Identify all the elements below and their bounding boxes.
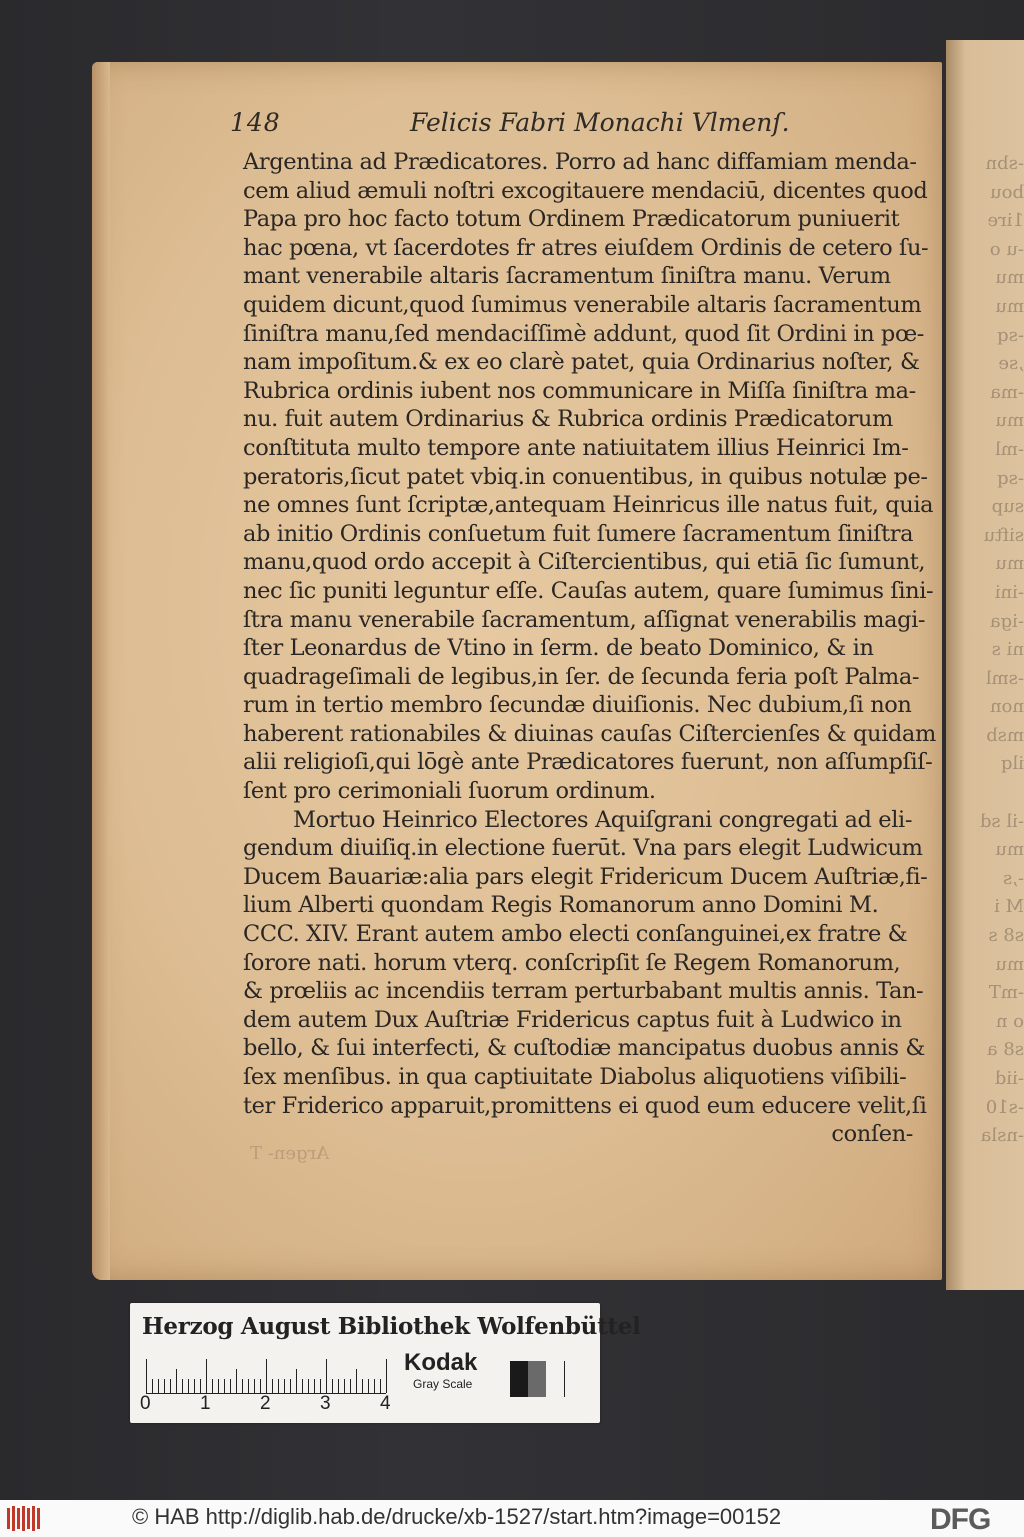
main-text-block	[243, 148, 936, 1149]
facing-page-line: mu	[995, 553, 1024, 575]
ruler-tick	[266, 1359, 267, 1393]
footer-bar	[0, 1500, 1024, 1537]
ruler-tick	[380, 1379, 381, 1393]
ruler-tick	[368, 1379, 369, 1393]
ruler-number: 1	[200, 1393, 211, 1414]
ruler-tick	[314, 1379, 315, 1393]
facing-page-line: msb	[986, 724, 1024, 746]
library-name: Herzog August Bibliothek Wolfenbüttel	[142, 1313, 641, 1340]
facing-page-line: -s10	[985, 1096, 1024, 1118]
facing-page-line	[960, 779, 1024, 808]
gray-swatch	[510, 1361, 528, 1397]
text-line: Mortuo Heinrico Electores Aquiſgrani congregati ad eli-	[293, 806, 913, 833]
text-line: cem aliud æmuli noſtri excogitauere mendaciū, dicentes quod	[243, 177, 928, 204]
facing-page-line: mu	[995, 953, 1024, 975]
facing-page-line: ilq	[1000, 753, 1024, 775]
ruler-tick	[176, 1369, 177, 1393]
ruler-tick	[338, 1379, 339, 1393]
text-line: lium Alberti quondam Regis Romanorum anno Domini M.	[243, 892, 879, 919]
ruler-tick	[344, 1379, 345, 1393]
facing-page-line: s8 a	[986, 1039, 1024, 1061]
ruler-tick	[194, 1379, 195, 1393]
text-line: ſiniſtra manu,ſed mendaciſſimè addunt, quod ſit Ordini in pœ-	[243, 320, 924, 347]
facing-page-line: -ma	[990, 381, 1024, 403]
ruler-tick	[320, 1379, 321, 1393]
running-title: Felicis Fabri Monachi Vlmenſ.	[410, 108, 790, 137]
ruler-tick	[374, 1379, 375, 1393]
text-line: Rubrica ordinis iubent nos communicare in Miſſa ſiniſtra ma-	[243, 377, 916, 404]
ruler-number: 3	[320, 1393, 331, 1414]
page-number: 148	[230, 108, 281, 137]
ruler-tick	[206, 1359, 207, 1393]
facing-page-line: ,se	[998, 353, 1024, 375]
page-header	[230, 108, 920, 148]
text-line: ſtra manu venerabile ſacramentum, aſſignat venerabilis magi-	[243, 606, 926, 633]
facing-page-line: -,s	[1002, 867, 1024, 889]
ruler-tick	[260, 1379, 261, 1393]
facing-page-line: -ml	[995, 438, 1024, 460]
ruler-tick	[212, 1379, 213, 1393]
text-line: quidem dicunt,quod ſumimus venerabile altaris ſacramentum	[243, 291, 922, 318]
facing-page-line: -sq	[997, 324, 1024, 346]
text-line: ab initio Ordinis conſuetum fuit ſumere ſacramentum ſiniſtra	[243, 520, 914, 547]
ruler-number: 0	[140, 1393, 151, 1414]
text-line: hac pœna, vt ſacerdotes fr atres eiuſdem Ordinis de cetero ſu-	[243, 234, 929, 261]
calibration-card	[130, 1303, 641, 1423]
ruler-tick	[326, 1359, 327, 1393]
ruler-number: 4	[380, 1393, 391, 1414]
ruler-tick	[356, 1369, 357, 1393]
ruler-tick	[182, 1379, 183, 1393]
facing-page-line: mu	[995, 410, 1024, 432]
ruler-tick	[152, 1379, 153, 1393]
text-line: ter Friderico apparuit,promittens ei quod eum educere velit,ſi	[243, 1092, 927, 1119]
ruler-tick	[200, 1379, 201, 1393]
dfg-logo: DFG	[930, 1503, 991, 1536]
ruler-number: 2	[260, 1393, 271, 1414]
text-line: ſent pro cerimoniali ſuorum ordinum.	[243, 778, 656, 805]
facing-page-line: -il sd	[979, 810, 1024, 832]
ruler-tick	[242, 1379, 243, 1393]
gray-swatches	[510, 1361, 570, 1397]
facing-page-line: -nsla	[980, 1125, 1024, 1147]
text-line: nam impoſitum.& ex eo clarè patet, quia Ordinarius noſter, &	[243, 349, 920, 376]
bleed-through-text: Argen- T	[250, 1143, 330, 1164]
ruler-tick	[230, 1379, 231, 1393]
facing-page-line: -mT	[988, 982, 1024, 1004]
ruler-tick	[296, 1369, 297, 1393]
text-line: peratoris,ſicut patet vbiq.in conuentibus, in quibus notulæ pe-	[243, 463, 928, 490]
ruler-tick	[218, 1379, 219, 1393]
ruler-tick	[386, 1359, 387, 1393]
page-edge	[92, 62, 110, 1280]
ruler-tick	[290, 1379, 291, 1393]
facing-page-line: ni s	[991, 639, 1024, 661]
facing-page-line: o n	[995, 1010, 1024, 1032]
text-line: gendum diuiſiq.in electione fuerūt. Vna pars elegit Ludwicum	[243, 835, 923, 862]
text-line: Argentina ad Prædicatores. Porro ad hanc diffamiam menda-	[243, 149, 917, 175]
text-line: haberent rationabiles & diuinas cauſas Ciſtercienſes & quidam	[243, 720, 936, 747]
text-line: Ducem Bauariæ:alia pars elegit Fridericum Ducem Auſtriæ,fi-	[243, 863, 928, 890]
text-line: rum in tertio membro ſecundæ diuiſionis. Nec dubium,ſi non	[243, 692, 912, 719]
ruler-tick	[332, 1379, 333, 1393]
text-line: ſex menſibus. in qua captiuitate Diabolus aliquotiens viſibili-	[243, 1064, 907, 1090]
text-line: dem autem Dux Auſtriæ Fridericus captus fuit à Ludwico in	[243, 1006, 902, 1033]
ruler-scale	[146, 1359, 386, 1394]
ruler-tick	[164, 1379, 165, 1393]
text-line: nec ſic puniti leguntur eſſe. Cauſas autem, quare ſumimus ſini-	[243, 577, 934, 604]
text-line: CCC. XIV. Erant autem ambo electi conſanguinei,ex fratre &	[243, 921, 908, 948]
ruler-tick	[158, 1379, 159, 1393]
source-url: © HAB http://diglib.hab.de/drucke/xb-1527/start.htm?image=00152	[132, 1504, 782, 1529]
facing-page-line: non	[989, 696, 1024, 718]
ruler-tick	[302, 1379, 303, 1393]
facing-page-line: siftu	[983, 524, 1024, 546]
text-line: ne omnes ſunt ſcriptæ,antequam Heinricus ille natus fuit, quia	[243, 492, 934, 519]
facing-page-line: -sml	[985, 667, 1024, 689]
text-line: manu,quod ordo accepit à Ciſtercientibus, qui etiā ſic ſumunt,	[243, 549, 926, 576]
kodak-logo: Kodak	[404, 1349, 478, 1376]
ruler-tick	[170, 1379, 171, 1393]
facing-page-line: -iga	[989, 610, 1024, 632]
facing-page-text	[960, 150, 1024, 1151]
facing-page-line: s8 s	[988, 925, 1024, 947]
ruler-numbers	[140, 1393, 400, 1415]
ruler-tick	[308, 1379, 309, 1393]
ruler-tick	[362, 1379, 363, 1393]
hab-logo-icon	[6, 1505, 44, 1532]
text-line: Papa pro hoc facto totum Ordinem Prædicatorum puniuerit	[243, 206, 900, 233]
facing-page-line: -iid	[994, 1068, 1024, 1089]
text-line: mant venerabile altaris ſacramentum ſiniſtra manu. Verum	[243, 263, 891, 290]
text-line: ſter Leonardus de Vtino in ſerm. de beato Dominico, & in	[243, 635, 874, 662]
text-line: nu. fuit autem Ordinarius & Rubrica ordinis Prædicatorum	[243, 406, 893, 433]
gray-swatch	[528, 1361, 546, 1397]
facing-page-line: -sbn	[985, 153, 1024, 174]
ruler-tick	[224, 1379, 225, 1393]
facing-page-line: -u o	[989, 238, 1024, 260]
ruler-tick	[146, 1359, 147, 1393]
text-line: quadrageſimali de legibus,in ſer. de ſecunda feria poſt Palma-	[243, 663, 920, 690]
ruler-tick	[284, 1379, 285, 1393]
catchword: conſen-	[831, 1121, 913, 1148]
ruler-tick	[350, 1379, 351, 1393]
ruler-tick	[236, 1369, 237, 1393]
facing-page-line: M i	[994, 896, 1024, 918]
ruler-tick	[254, 1379, 255, 1393]
text-line: bello, & ſui interfecti, & cuſtodiæ mancipatus duobus annis &	[243, 1035, 926, 1062]
ruler-tick	[188, 1379, 189, 1393]
facing-page-line: -sq	[997, 467, 1024, 489]
text-line: conſtituta multo tempore ante natiuitatem illius Heinrici Im-	[243, 434, 909, 461]
facing-page-line: mu	[995, 839, 1024, 861]
gray-swatch	[546, 1361, 565, 1397]
facing-page-line: 1ire	[987, 210, 1024, 232]
facing-page-line: mu	[995, 295, 1024, 317]
facing-page-line: bou	[990, 181, 1024, 203]
text-line: alii religioſi,qui lōgè ante Prædicatores fuerunt, non aſſumpſiſ-	[243, 749, 933, 776]
ruler-tick	[278, 1379, 279, 1393]
text-line: & prœliis ac incendiis terram perturbabant multis annis. Tan-	[243, 978, 924, 1005]
ruler-tick	[272, 1379, 273, 1393]
gray-scale-label: Gray Scale	[413, 1377, 473, 1391]
ruler-tick	[248, 1379, 249, 1393]
facing-page-line: -ini	[994, 581, 1024, 603]
facing-page-line: sup	[991, 496, 1024, 518]
facing-page-line: mu	[995, 267, 1024, 289]
text-line: ſorore nati. horum vterq. conſcripſit ſe Regem Romanorum,	[243, 949, 901, 976]
